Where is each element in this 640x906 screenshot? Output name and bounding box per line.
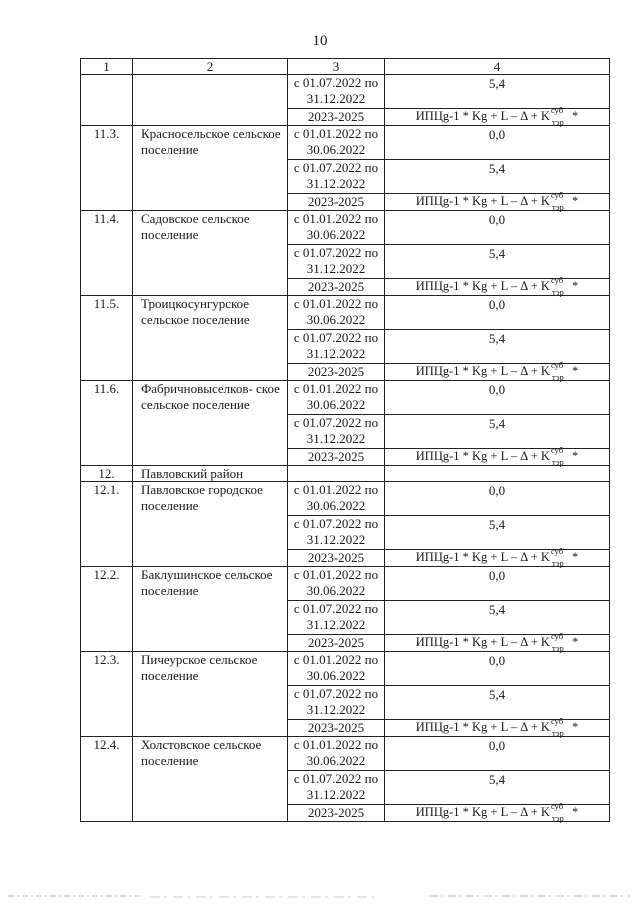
value-cell: 5,4 xyxy=(385,160,610,194)
row-number-cell xyxy=(81,75,133,126)
formula-index xyxy=(550,360,572,382)
formula-cell xyxy=(385,190,610,212)
table-row xyxy=(81,652,610,686)
period-cell: 2023-2025 xyxy=(288,364,385,381)
formula-subscript: тэр xyxy=(551,728,564,738)
scan-edge-marks-graphic xyxy=(0,893,640,901)
formula-tail: * xyxy=(571,805,579,819)
formula-tail: * xyxy=(571,194,579,208)
settlement-name-cell: Пичеурское сельское поселение xyxy=(133,652,288,737)
value-cell: 5,4 xyxy=(385,415,610,449)
formula-subscript: тэр xyxy=(551,457,564,467)
formula-superscript: суб xyxy=(550,190,564,200)
formula-cell xyxy=(385,716,610,738)
table-row xyxy=(81,211,610,245)
period-cell: с 01.07.2022 по 31.12.2022 xyxy=(288,686,385,720)
formula-tail: * xyxy=(571,364,579,378)
formula-index xyxy=(550,631,572,653)
formula-index xyxy=(550,275,572,297)
row-number-cell: 11.4. xyxy=(81,211,133,296)
value-cell: 5,4 xyxy=(385,75,610,109)
table-row xyxy=(81,296,610,330)
period-cell: 2023-2025 xyxy=(288,720,385,737)
settlement-name-cell: Красносельское сельское поселение xyxy=(133,126,288,211)
row-number-cell: 11.6. xyxy=(81,381,133,466)
row-number-cell: 11.5. xyxy=(81,296,133,381)
formula-cell xyxy=(385,275,610,297)
row-number-cell: 12. xyxy=(81,466,133,482)
value-cell: 0,0 xyxy=(385,296,610,330)
header-cell: 1 xyxy=(81,59,133,75)
formula-index xyxy=(550,445,572,467)
period-cell: 2023-2025 xyxy=(288,550,385,567)
formula-cell xyxy=(385,631,610,653)
period-cell: с 01.07.2022 по 31.12.2022 xyxy=(288,516,385,550)
value-cell: 0,0 xyxy=(385,211,610,245)
settlement-name-cell: Баклушинское сельское поселение xyxy=(133,567,288,652)
formula-cell xyxy=(385,360,610,382)
formula-index xyxy=(550,801,572,823)
settlement-name-cell: Фабричновыселков- ское сельское поселение xyxy=(133,381,288,466)
formula-cell xyxy=(385,105,610,127)
table-row xyxy=(81,567,610,601)
value-cell: 5,4 xyxy=(385,686,610,720)
formula-text: ИПЦg-1 * Kg + L – Δ + K xyxy=(415,194,550,208)
period-cell: 2023-2025 xyxy=(288,805,385,822)
value-cell: 0,0 xyxy=(385,737,610,771)
formula-tail: * xyxy=(571,550,579,564)
district-name-cell: Павловский район xyxy=(133,466,288,482)
formula-index xyxy=(550,546,572,568)
table-row xyxy=(81,737,610,771)
header-cell: 3 xyxy=(288,59,385,75)
settlement-name-cell: Холстовское сельское поселение xyxy=(133,737,288,822)
value-cell: 5,4 xyxy=(385,516,610,550)
period-cell: с 01.07.2022 по 31.12.2022 xyxy=(288,771,385,805)
period-cell: с 01.01.2022 по 30.06.2022 xyxy=(288,381,385,415)
formula-text: ИПЦg-1 * Kg + L – Δ + K xyxy=(415,550,550,564)
table-header-row xyxy=(81,59,610,75)
value-cell: 0,0 xyxy=(385,652,610,686)
formula-text: ИПЦg-1 * Kg + L – Δ + K xyxy=(415,279,550,293)
row-number-cell: 12.3. xyxy=(81,652,133,737)
formula-index xyxy=(550,716,572,738)
period-cell: 2023-2025 xyxy=(288,109,385,126)
period-cell: с 01.07.2022 по 31.12.2022 xyxy=(288,160,385,194)
settlement-name-cell: Садовское сельское поселение xyxy=(133,211,288,296)
formula-index xyxy=(550,105,572,127)
period-cell: с 01.01.2022 по 30.06.2022 xyxy=(288,211,385,245)
formula-tail: * xyxy=(571,720,579,734)
table-row xyxy=(81,75,610,109)
row-number-cell: 12.1. xyxy=(81,482,133,567)
formula-superscript: суб xyxy=(550,716,564,726)
formula-subscript: тэр xyxy=(551,117,564,127)
value-cell: 5,4 xyxy=(385,771,610,805)
period-cell: с 01.07.2022 по 31.12.2022 xyxy=(288,75,385,109)
formula-text: ИПЦg-1 * Kg + L – Δ + K xyxy=(415,720,550,734)
settlement-name-cell xyxy=(133,75,288,126)
period-cell: с 01.01.2022 по 30.06.2022 xyxy=(288,567,385,601)
period-cell: с 01.01.2022 по 30.06.2022 xyxy=(288,482,385,516)
period-cell: 2023-2025 xyxy=(288,635,385,652)
period-cell: с 01.07.2022 по 31.12.2022 xyxy=(288,601,385,635)
scan-edge-marks xyxy=(0,888,640,896)
period-cell: с 01.01.2022 по 30.06.2022 xyxy=(288,126,385,160)
formula-cell xyxy=(385,801,610,823)
formula-index xyxy=(550,190,572,212)
table-row xyxy=(81,482,610,516)
period-cell: 2023-2025 xyxy=(288,279,385,296)
formula-superscript: суб xyxy=(550,360,564,370)
header-cell: 4 xyxy=(385,59,610,75)
formula-subscript: тэр xyxy=(551,372,564,382)
period-cell: с 01.01.2022 по 30.06.2022 xyxy=(288,296,385,330)
formula-text: ИПЦg-1 * Kg + L – Δ + K xyxy=(415,364,550,378)
formula-subscript: тэр xyxy=(551,202,564,212)
district-row xyxy=(81,466,610,482)
value-cell: 0,0 xyxy=(385,567,610,601)
value-cell: 5,4 xyxy=(385,601,610,635)
formula-tail: * xyxy=(571,109,579,123)
period-cell: с 01.01.2022 по 30.06.2022 xyxy=(288,652,385,686)
formula-tail: * xyxy=(571,279,579,293)
formula-superscript: суб xyxy=(550,105,564,115)
value-cell: 5,4 xyxy=(385,330,610,364)
period-cell: 2023-2025 xyxy=(288,449,385,466)
period-cell: с 01.07.2022 по 31.12.2022 xyxy=(288,245,385,279)
period-cell: 2023-2025 xyxy=(288,194,385,211)
row-number-cell: 12.4. xyxy=(81,737,133,822)
header-cell: 2 xyxy=(133,59,288,75)
formula-subscript: тэр xyxy=(551,813,564,823)
formula-cell xyxy=(385,445,610,467)
formula-tail: * xyxy=(571,449,579,463)
value-cell: 0,0 xyxy=(385,381,610,415)
value-cell: 5,4 xyxy=(385,245,610,279)
page-number: 10 xyxy=(312,33,328,49)
period-cell: с 01.01.2022 по 30.06.2022 xyxy=(288,737,385,771)
table-row xyxy=(81,126,610,160)
formula-text: ИПЦg-1 * Kg + L – Δ + K xyxy=(415,635,550,649)
formula-subscript: тэр xyxy=(551,558,564,568)
formula-subscript: тэр xyxy=(551,643,564,653)
formula-superscript: суб xyxy=(550,631,564,641)
formula-superscript: суб xyxy=(550,445,564,455)
formula-superscript: суб xyxy=(550,546,564,556)
period-cell xyxy=(288,466,385,482)
value-cell xyxy=(385,466,610,482)
table-row xyxy=(81,381,610,415)
row-number-cell: 12.2. xyxy=(81,567,133,652)
period-cell: с 01.07.2022 по 31.12.2022 xyxy=(288,330,385,364)
tariff-table xyxy=(80,58,610,822)
formula-text: ИПЦg-1 * Kg + L – Δ + K xyxy=(415,449,550,463)
value-cell: 0,0 xyxy=(385,126,610,160)
formula-cell xyxy=(385,546,610,568)
settlement-name-cell: Троицкосунгурское сельское поселение xyxy=(133,296,288,381)
value-cell: 0,0 xyxy=(385,482,610,516)
row-number-cell: 11.3. xyxy=(81,126,133,211)
formula-text: ИПЦg-1 * Kg + L – Δ + K xyxy=(415,109,550,123)
formula-superscript: суб xyxy=(550,275,564,285)
settlement-name-cell: Павловское городское поселение xyxy=(133,482,288,567)
formula-subscript: тэр xyxy=(551,287,564,297)
period-cell: с 01.07.2022 по 31.12.2022 xyxy=(288,415,385,449)
formula-tail: * xyxy=(571,635,579,649)
formula-superscript: суб xyxy=(550,801,564,811)
formula-text: ИПЦg-1 * Kg + L – Δ + K xyxy=(415,805,550,819)
